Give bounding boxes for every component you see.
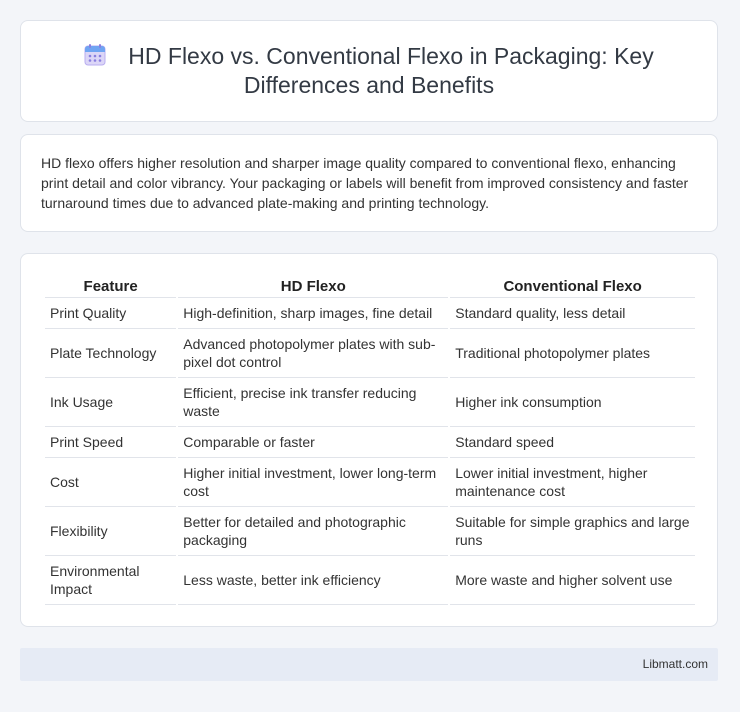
table-row: [45, 427, 695, 458]
table-cell-conventional: Traditional photopolymer plates: [450, 329, 695, 378]
table-cell-conventional: Suitable for simple graphics and large runs: [450, 507, 695, 556]
table-cell-hd: Advanced photopolymer plates with sub-pixel dot control: [178, 329, 448, 378]
table-cell-conventional: Lower initial investment, higher maintenance cost: [450, 458, 695, 507]
table-cell-feature: Plate Technology: [45, 329, 176, 378]
comparison-card: [20, 253, 718, 627]
table-cell-hd: High-definition, sharp images, fine detail: [178, 298, 448, 329]
intro-card: [20, 134, 718, 232]
table-row: [45, 329, 695, 378]
table-cell-hd: Efficient, precise ink transfer reducing waste: [178, 378, 448, 427]
intro-paragraph: HD flexo offers higher resolution and sharper image quality compared to conventional flexo, enhancing print detail and color vibrancy. Your packaging or labels will benefit from improved consistency and faster turnaround times due to advanced plate-making and printing technology.: [41, 155, 689, 211]
footer: [20, 648, 718, 681]
table-cell-hd: Higher initial investment, lower long-term cost: [178, 458, 448, 507]
page-title-text: HD Flexo vs. Conventional Flexo in Packaging: Key Differences and Benefits: [128, 43, 654, 98]
table-cell-hd: Less waste, better ink efficiency: [178, 556, 448, 605]
footer-site-link[interactable]: Libmatt.com: [642, 657, 708, 671]
page-title: [84, 43, 653, 98]
comparison-table: [43, 274, 697, 605]
table-cell-hd: Comparable or faster: [178, 427, 448, 458]
table-cell-conventional: Standard quality, less detail: [450, 298, 695, 329]
table-cell-feature: Print Speed: [45, 427, 176, 458]
calendar-icon: [84, 44, 106, 66]
title-wrap: [59, 42, 679, 100]
table-header-row: [45, 274, 695, 298]
table-cell-conventional: Standard speed: [450, 427, 695, 458]
table-row: [45, 556, 695, 605]
table-cell-feature: Environmental Impact: [45, 556, 176, 605]
table-cell-feature: Flexibility: [45, 507, 176, 556]
table-cell-feature: Ink Usage: [45, 378, 176, 427]
column-header-conventional-flexo: Conventional Flexo: [450, 274, 695, 298]
table-cell-hd: Better for detailed and photographic packaging: [178, 507, 448, 556]
table-row: [45, 378, 695, 427]
table-cell-feature: Cost: [45, 458, 176, 507]
table-cell-feature: Print Quality: [45, 298, 176, 329]
table-row: [45, 507, 695, 556]
title-card: [20, 20, 718, 122]
column-header-hd-flexo: HD Flexo: [178, 274, 448, 298]
table-row: [45, 298, 695, 329]
table-cell-conventional: More waste and higher solvent use: [450, 556, 695, 605]
column-header-feature: Feature: [45, 274, 176, 298]
table-cell-conventional: Higher ink consumption: [450, 378, 695, 427]
table-row: [45, 458, 695, 507]
